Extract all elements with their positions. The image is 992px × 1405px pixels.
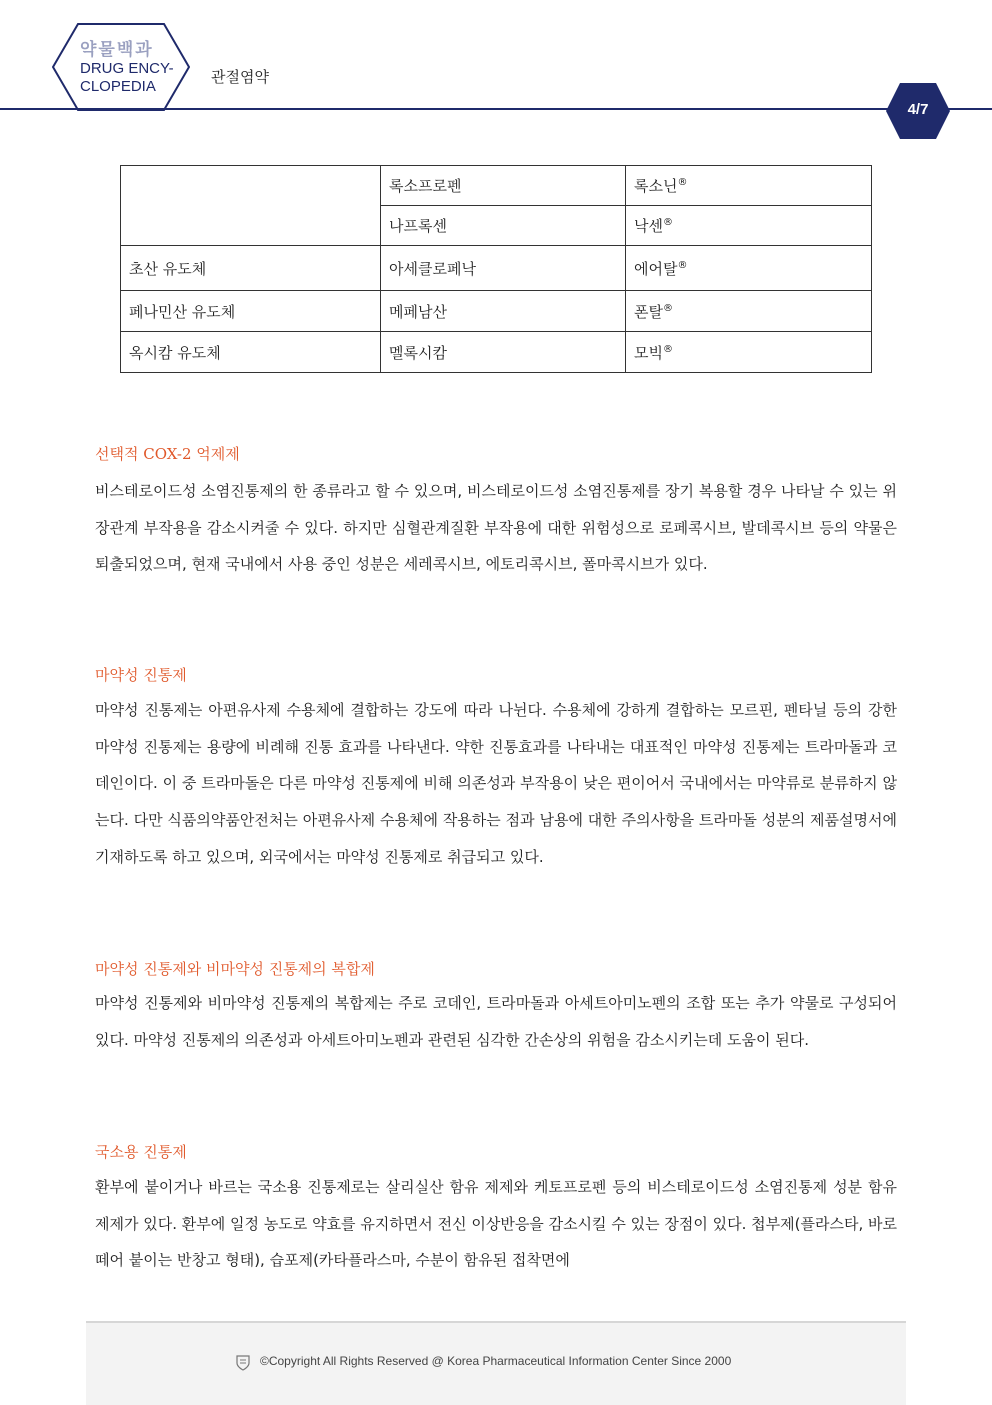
table-cell-class: 초산 유도체 bbox=[121, 246, 381, 291]
section-body-combination: 마약성 진통제와 비마약성 진통제의 복합제는 주로 코데인, 트라마돌과 아세트아미노펜의 조합 또는 추가 약물로 구성되어 있다. 마약성 진통제의 의존성과 아세트아미노펜과 관련된 심각한 간손상의 위험을 감소시키는데 도움이 된다. bbox=[95, 994, 897, 1049]
logo bbox=[80, 40, 174, 96]
drug-table bbox=[120, 165, 872, 373]
table-cell-product: 록소닌® bbox=[626, 166, 872, 206]
section-body-cox2: 비스테로이드성 소염진통제의 한 종류라고 할 수 있으며, 비스테로이드성 소염진통제를 장기 복용할 경우 나타날 수 있는 위장관계 부작용을 감소시켜줄 수 있다. 하지만 심혈관계질환 부작용에 대한 위험성으로 로페콕시브, 발데콕시브 등의 약물은 퇴출되었으며, 현재 국내에서 사용 중인 성분은 세레콕시브, 에토리콕시브, 폴마콕시브가 있다. bbox=[95, 482, 897, 574]
table-cell-product: 폰탈® bbox=[626, 291, 872, 332]
logo-english-line2: CLOPEDIA bbox=[80, 78, 156, 95]
document-title: 관절염약 bbox=[211, 68, 269, 86]
table-row bbox=[121, 332, 872, 373]
section-title-topical: 국소용 진통제 bbox=[95, 1143, 187, 1161]
table-cell-ingredient: 메페남산 bbox=[381, 291, 626, 332]
table-cell-ingredient: 아세클로페낙 bbox=[381, 246, 626, 291]
table-cell-class: 옥시캄 유도체 bbox=[121, 332, 381, 373]
logo-korean: 약물백과 bbox=[80, 40, 154, 59]
table-cell-ingredient: 록소프로펜 bbox=[381, 166, 626, 206]
page-number: 4/7 bbox=[907, 101, 929, 118]
table-cell-class: 페나민산 유도체 bbox=[121, 291, 381, 332]
table-row bbox=[121, 291, 872, 332]
header-divider bbox=[0, 108, 992, 110]
table-row bbox=[121, 166, 872, 206]
section-body-opioid: 마약성 진통제는 아편유사제 수용체에 결합하는 강도에 따라 나뉜다. 수용체에 강하게 결합하는 모르핀, 펜타닐 등의 강한 마약성 진통제는 용량에 비례해 진통 효과를 나타낸다. 약한 진통효과를 나타내는 대표적인 마약성 진통제는 트라마돌과 코데인이다. 이 중 트라마돌은 다른 마약성 진통제에 비해 의존성과 부작용이 낮은 편이어서 국내에서는 마약류로 분류하지 않는다. 다만 식품의약품안전처는 아편유사제 수용체에 작용하는 점과 남용에 대한 주의사항을 트라마돌 성분의 제품설명서에 기재하도록 하고 있으며, 외국에서는 마약성 진통제로 취급되고 있다. bbox=[95, 701, 897, 866]
shield-logo-icon bbox=[236, 1355, 250, 1371]
logo-english-line1: DRUG ENCY- bbox=[80, 60, 174, 77]
section-body-topical: 환부에 붙이거나 바르는 국소용 진통제로는 살리실산 함유 제제와 케토프로펜 등의 비스테로이드성 소염진통제 성분 함유 제제가 있다. 환부에 일정 농도로 약효를 유지하면서 전신 이상반응을 감소시킬 수 있는 장점이 있다. 첩부제(플라스타, 바로 떼어 붙이는 반창고 형태), 습포제(카타플라스마, 수분이 함유된 접착면에 bbox=[95, 1178, 897, 1270]
section-title-opioid: 마약성 진통제 bbox=[95, 666, 187, 684]
table-cell-class bbox=[121, 166, 381, 246]
table-cell-product: 낙센® bbox=[626, 206, 872, 246]
footer-copyright: ©Copyright All Rights Reserved @ Korea Pharmaceutical Information Center Since 2000 bbox=[260, 1354, 732, 1368]
table-cell-product: 모빅® bbox=[626, 332, 872, 373]
section-title-cox2: 선택적 COX-2 억제제 bbox=[95, 445, 240, 463]
table-cell-ingredient: 멜록시캄 bbox=[381, 332, 626, 373]
table-cell-ingredient: 나프록센 bbox=[381, 206, 626, 246]
table-cell-product: 에어탈® bbox=[626, 246, 872, 291]
table-row bbox=[121, 246, 872, 291]
section-title-combination: 마약성 진통제와 비마약성 진통제의 복합제 bbox=[95, 960, 375, 978]
